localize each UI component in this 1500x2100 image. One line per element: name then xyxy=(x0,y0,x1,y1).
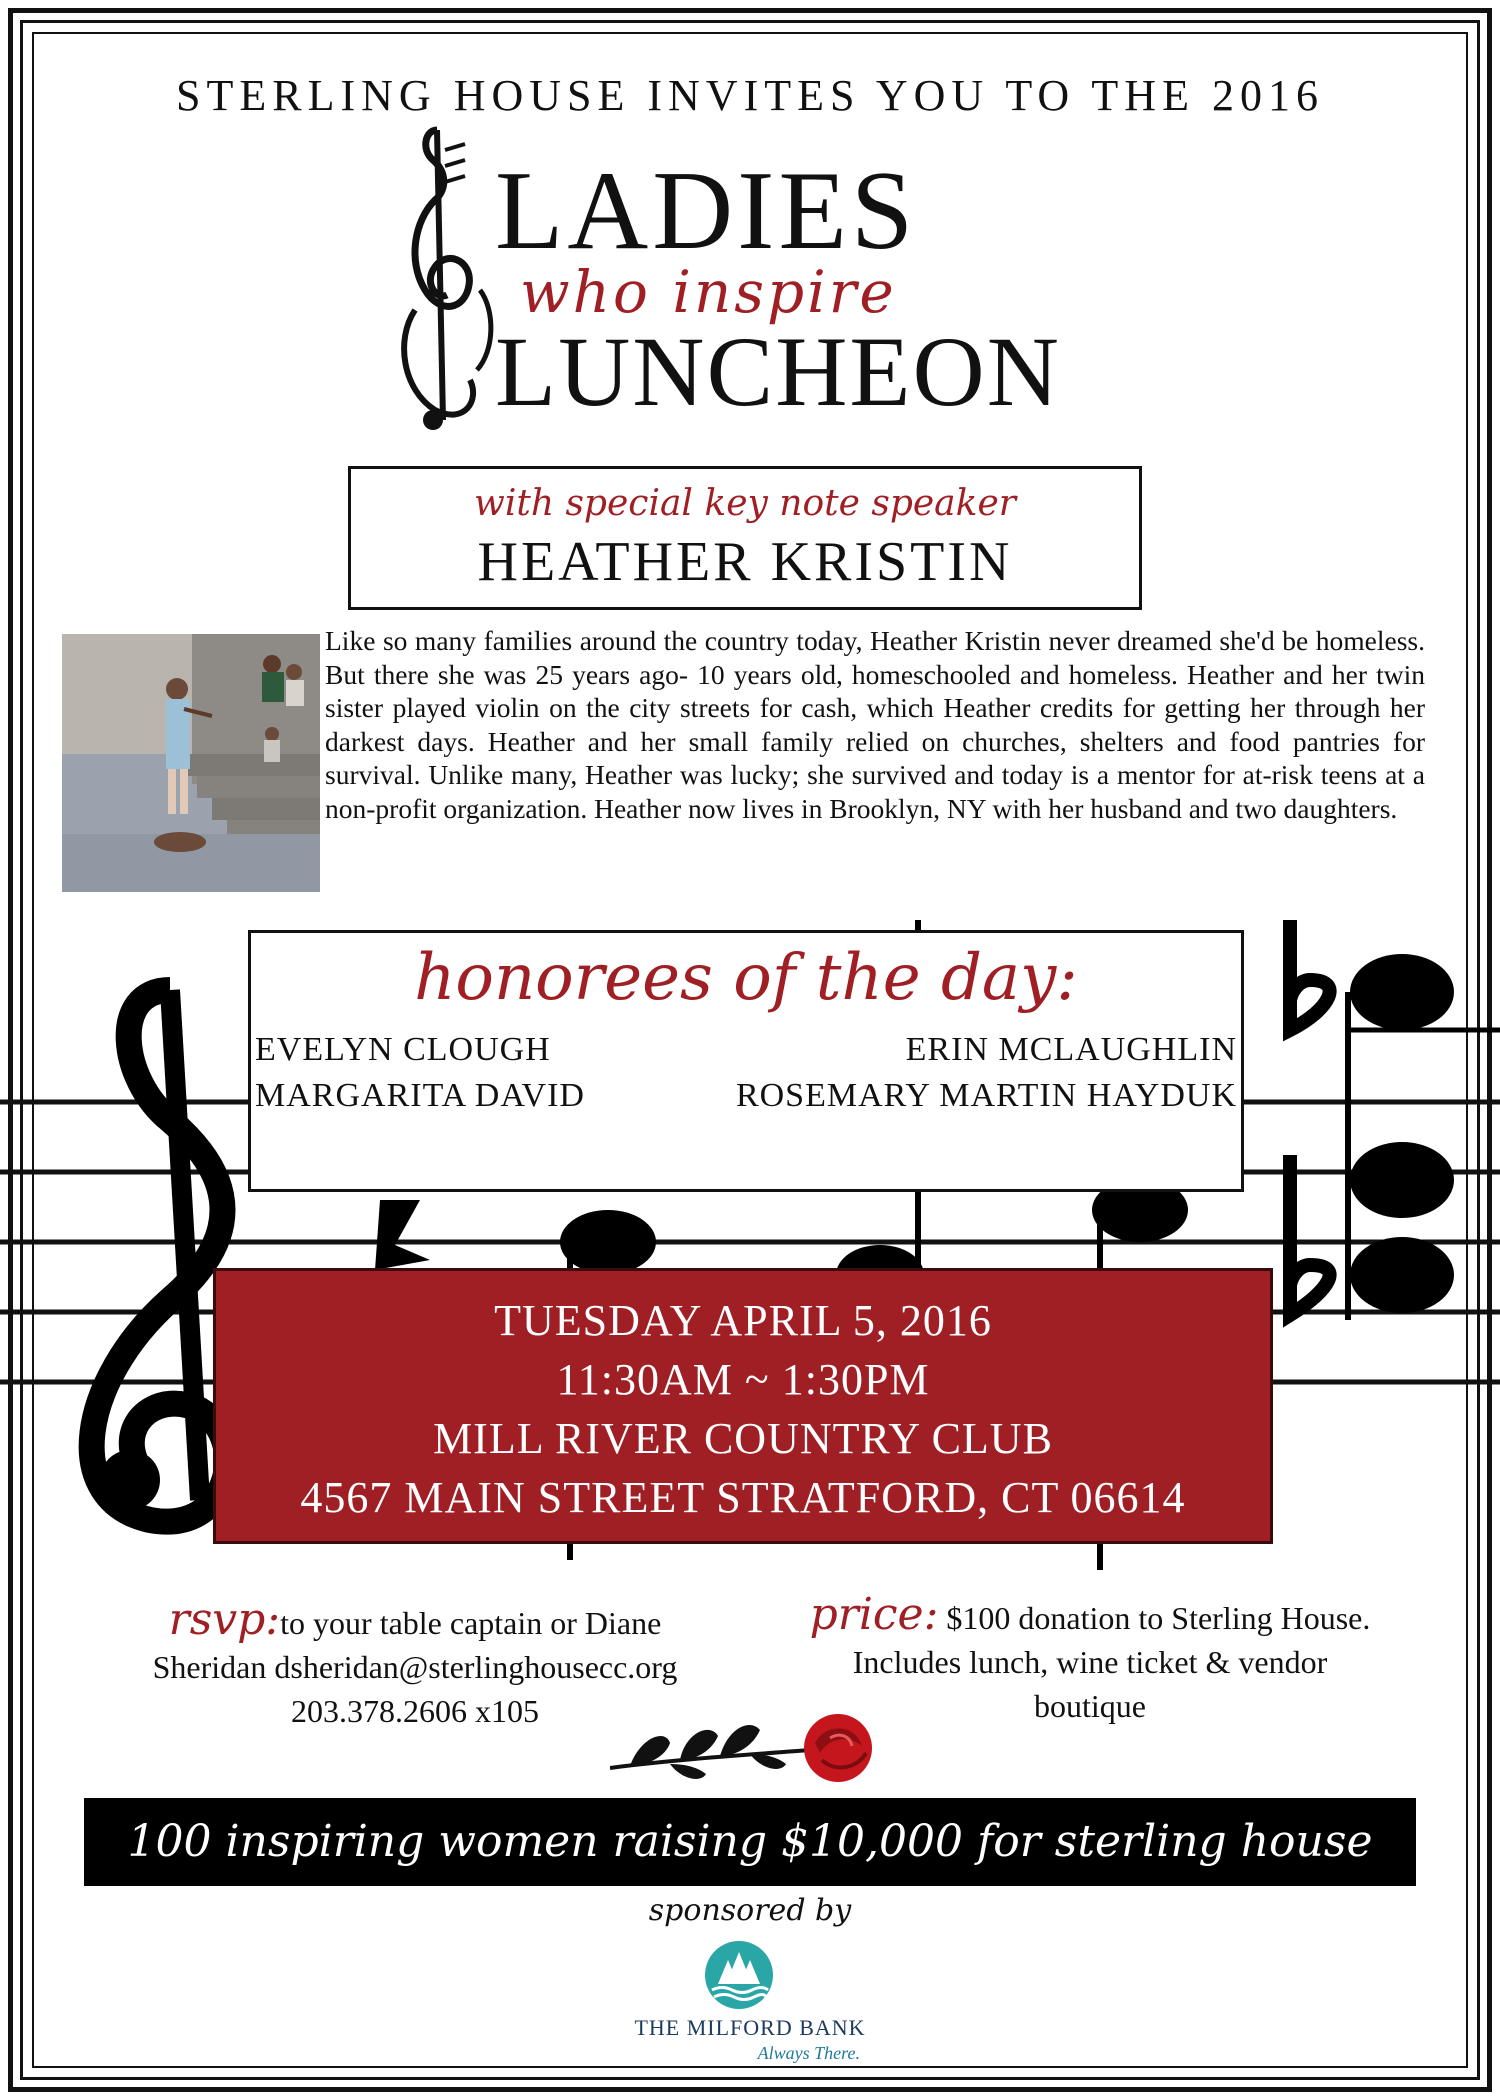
event-date: TUESDAY APRIL 5, 2016 xyxy=(494,1296,992,1345)
honoree-name: MARGARITA DAVID xyxy=(255,1077,585,1114)
speaker-name: HEATHER KRISTIN xyxy=(477,531,1013,593)
sponsored-by-label: sponsored by xyxy=(648,1893,852,1928)
title-who-inspire: who inspire xyxy=(520,258,897,326)
invite-line: STERLING HOUSE INVITES YOU TO THE 2016 xyxy=(176,71,1324,120)
event-venue: MILL RIVER COUNTRY CLUB xyxy=(433,1414,1053,1463)
event-details-box xyxy=(213,1268,1273,1544)
honorees-title: honorees of the day: xyxy=(414,941,1078,1015)
rose-icon xyxy=(610,1708,890,1788)
bank-tagline: Always There. xyxy=(757,2043,860,2063)
event-address: 4567 MAIN STREET STRATFORD, CT 06614 xyxy=(300,1473,1186,1522)
milford-bank-logo-icon xyxy=(702,1938,776,2012)
price-label: price: xyxy=(809,1589,939,1640)
rsvp-line-1: to your table captain or Diane xyxy=(280,1605,662,1641)
honoree-name: ERIN MCLAUGHLIN xyxy=(905,1031,1237,1068)
rsvp-line-2: Sheridan dsheridan@sterlinghousecc.org xyxy=(152,1649,678,1685)
title-ladies: LADIES xyxy=(495,149,918,273)
rsvp-label: rsvp: xyxy=(168,1594,281,1645)
honorees-box xyxy=(248,930,1244,1192)
rsvp-line-3: 203.378.2606 x105 xyxy=(291,1693,539,1729)
price-line-2: Includes lunch, wine ticket & vendor xyxy=(852,1644,1328,1680)
price-line-1: $100 donation to Sterling House. xyxy=(938,1600,1371,1636)
price-line-3: boutique xyxy=(1034,1688,1146,1724)
violin-clef-icon xyxy=(385,120,505,440)
honoree-name: ROSEMARY MARTIN HAYDUK xyxy=(735,1077,1237,1114)
bank-name: THE MILFORD BANK xyxy=(634,2015,866,2040)
title-luncheon: LUNCHEON xyxy=(495,316,1061,427)
speaker-box xyxy=(348,466,1142,610)
speaker-intro: with special key note speaker xyxy=(474,483,1016,524)
event-time: 11:30AM ~ 1:30PM xyxy=(556,1355,930,1404)
speaker-photo xyxy=(62,634,320,892)
fundraising-banner: 100 inspiring women raising $10,000 for sterling house xyxy=(84,1798,1416,1886)
speaker-bio: Like so many families around the country today, Heather Kristin never dreamed she'd be homeless. But there she was 25 years ago- 10 years old, homeschooled and homeless. Heather and her twin sister played violin on the city streets for cash, which Heather credits for getting her through her darkest days. Heather and her small family relied on churches, shelters and food pantries for survival. Unlike many, Heather was lucky; she survived and today is a mentor for at-risk teens at a non-profit organization. Heather now lives in Brooklyn, NY with her husband and two daughters. xyxy=(325,625,1425,824)
honoree-name: EVELYN CLOUGH xyxy=(255,1031,551,1068)
